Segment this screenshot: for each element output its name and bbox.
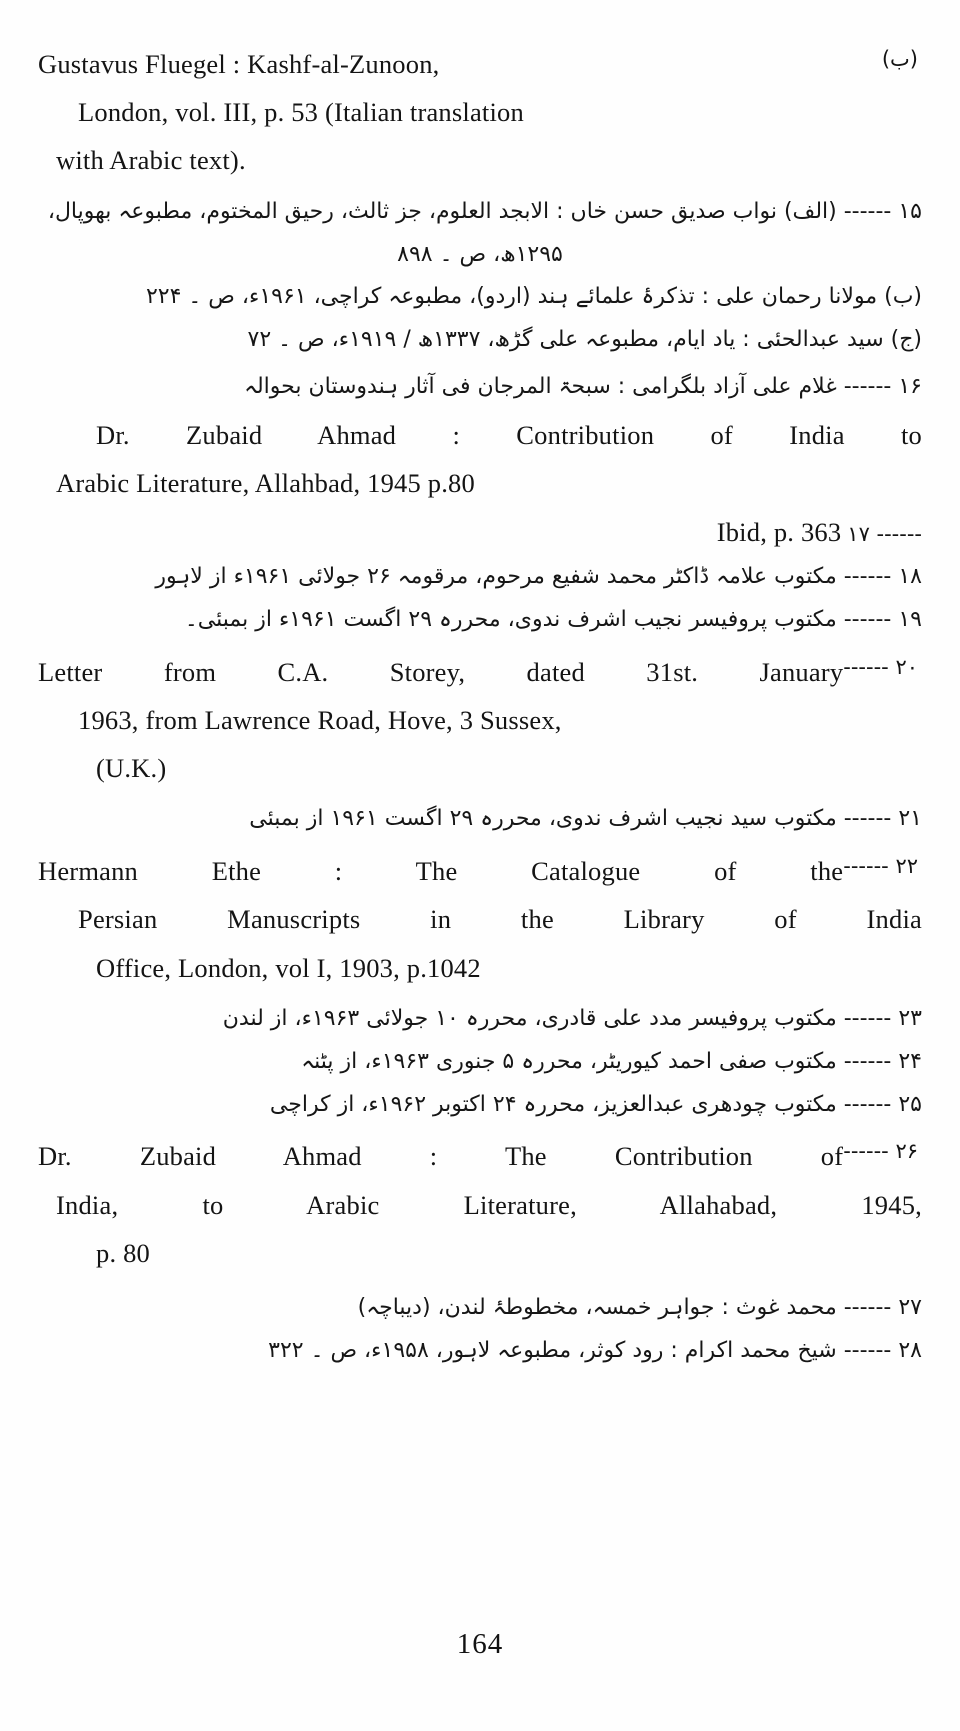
note-entry-25 (38, 1084, 922, 1127)
note-line: ۲۴ ------ مکتوب صفی احمد کیوریٹر، محررہ ۵ جنوری ۱۹۶۳ء، از پٹنہ (301, 1048, 922, 1074)
notes-list (38, 40, 922, 1373)
note-line: (ج) سید عبدالحئی : یاد ایام، مطبوعہ علی گڑھ، ۱۳۳۷ھ / ۱۹۱۹ء، ص ۔ ۷۲ (247, 327, 922, 353)
note-entry-24 (38, 1041, 922, 1084)
note-line: with Arabic text). (56, 145, 246, 176)
note-line: ۲۸ ------ شیخ محمد اکرام : رود کوثر، مطبوعہ لاہور، ۱۹۵۸ء، ص ۔ ۳۲۲ (268, 1337, 922, 1363)
note-line: ۲۰ ------ Letter from C.A. Storey, dated 31st. January (38, 648, 922, 696)
note-line: (ب) Gustavus Fluegel : Kashf-al-Zunoon, (38, 40, 922, 88)
note-line: Persian Manuscripts in the Library of India (78, 904, 922, 935)
note-entry-14 (38, 40, 922, 185)
note-entry-23 (38, 998, 922, 1041)
page-number: 164 (456, 1628, 504, 1660)
note-line: ۱۸ ------ مکتوب علامہ ڈاکٹر محمد شفیع مرحوم، مرقومہ ۲۶ جولائی ۱۹۶۱ء از لاہور (155, 563, 922, 589)
note-line: ۱۹ ------ مکتوب پروفیسر نجیب اشرف ندوی، محررہ ۲۹ اگست ۱۹۶۱ء از بمبئی۔ (184, 606, 922, 632)
note-line: Ibid, p. 363 ۱۷ ------ (716, 516, 922, 547)
note-line: ۲۲ ------ Hermann Ethe : The Catalogue of the (38, 847, 922, 895)
note-entry-19 (38, 599, 922, 642)
note-entry-16-citation (38, 411, 922, 507)
note-line: ۱۵ ------ (الف) نواب صدیق حسن خاں : الابجد العلوم، جز ثالث، رحیق المختوم، مطبوعہ بھوپال، (47, 198, 922, 224)
note-entry-26 (38, 1132, 922, 1277)
note-marker: ۲۶ ------ (843, 1139, 918, 1164)
note-line: Office, London, vol I, 1903, p.1042 (96, 952, 481, 983)
note-entry-15 (38, 191, 922, 363)
note-line: ۲۳ ------ مکتوب پروفیسر مدد علی قادری، محررہ ۱۰ جولائی ۱۹۶۳ء، از لندن (222, 1005, 922, 1031)
note-entry-16 (38, 366, 922, 409)
note-entry-22 (38, 847, 922, 992)
note-line: ۲۱ ------ مکتوب سید نجیب اشرف ندوی، محررہ ۲۹ اگست ۱۹۶۱ از بمبئی (249, 806, 922, 832)
note-entry-17 (38, 508, 922, 556)
note-line: ۲۶ ------ Dr. Zubaid Ahmad : The Contribution of (38, 1132, 922, 1180)
note-marker: (ب) (881, 47, 918, 71)
note-line: London, vol. III, p. 53 (Italian translation (78, 97, 524, 128)
note-entry-20 (38, 648, 922, 793)
note-entry-21 (38, 798, 922, 841)
note-marker: ۱۷ ------ (847, 521, 922, 546)
note-line: ۱۶ ------ غلام علی آزاد بلگرامی : سبحۃ المرجان فی آثار ہندوستان بحوالہ (244, 374, 922, 400)
note-line: ۲۵ ------ مکتوب چودھری عبدالعزیز، محررہ ۲۴ اکتوبر ۱۹۶۲ء، از کراچی (269, 1091, 922, 1117)
note-line: (U.K.) (96, 752, 167, 783)
note-line: Arabic Literature, Allahbad, 1945 p.80 (56, 468, 475, 499)
note-line: ۱۲۹۵ھ، ص ۔ ۸۹۸ (397, 241, 563, 267)
note-marker: ۲۰ ------ (843, 654, 918, 679)
note-line: (ب) مولانا رحمان علی : تذکرۂ علمائے ہند (اردو)، مطبوعہ کراچی، ۱۹۶۱ء، ص ۔ ۲۲۴ (145, 284, 922, 310)
note-entry-18 (38, 556, 922, 599)
note-line: ۲۷ ------ محمد غوث : جواہر خمسہ، مخطوطۂ لندن، (دیباچہ) (357, 1295, 922, 1321)
note-line: p. 80 (96, 1237, 150, 1268)
note-entry-28 (38, 1330, 922, 1373)
note-line: India, to Arabic Literature, Allahabad, 1945, (56, 1189, 922, 1220)
note-entry-27 (38, 1287, 922, 1330)
note-line: Dr. Zubaid Ahmad : Contribution of India to (96, 420, 922, 451)
note-marker: ۲۲ ------ (843, 854, 918, 879)
note-line: 1963, from Lawrence Road, Hove, 3 Sussex, (78, 704, 562, 735)
